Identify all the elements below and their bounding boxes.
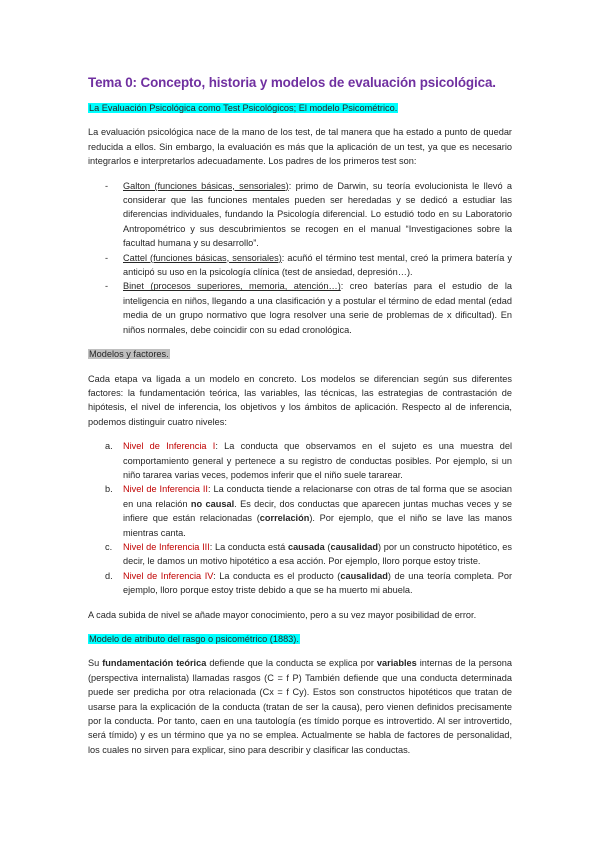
pioneers-list — [88, 179, 512, 337]
level-text: ). Por ejemplo, que el niño se lave las manos mientras canta. — [123, 513, 512, 538]
section-heading-text: Modelo de atributo del rasgo o psicométrico (1883). — [89, 634, 299, 644]
paragraph-text-bold: variables — [376, 658, 417, 669]
list-marker: d. — [105, 570, 113, 581]
level-label: Nivel de Inferencia II — [123, 484, 208, 495]
level-text-bold: no causal — [190, 498, 235, 509]
section-heading-text: Modelos y factores. — [89, 349, 169, 360]
paragraph-text: internas de la persona (perspectiva internalista) llamadas rasgos (C = f P) También defiende que una conducta determinada puede ser predicha por otra relacionada (Cx = f Cy). Estos son constructos hipotéticos que tratan de usarse para la explicación de la conducta (tratan de ser la causa), pero vienen definidos precisamente por la conducta. Por tanto, caen en una tautología (es tímido porque es introvertido. Al ser introvertido, será tímido) y es un término que ya no se emplea. Actualmente se habla de factores de personalidad, los cuales no sirven para explicar, sino para describir y clasificar las conductas. — [88, 658, 512, 755]
page-title: Tema 0: Concepto, historia y modelos de evaluación psicológica. — [88, 75, 496, 90]
paragraph-trait-model — [88, 656, 512, 757]
list-item — [88, 439, 512, 482]
level-text: . Es decir, dos conductas que aparecen juntas muchas veces y se infiere que están relacionadas ( — [123, 498, 512, 524]
list-item — [88, 179, 512, 251]
section-heading-trait-model — [88, 632, 512, 646]
level-label: Nivel de Inferencia I — [123, 441, 216, 452]
level-text: : La conducta que observamos en el sujeto es una muestra del comportamiento general y pertenece a su registro de conductas posibles. Por ejemplo, si un niño tararea varias veces, podemos inferir que el niño suele tararear. — [123, 441, 512, 480]
pioneer-text: : acuñó el término test mental, creó la primera batería y anticipó su uso en la psicología clínica (test de ansiedad, depresión…). — [123, 252, 512, 278]
pioneer-name: Binet (procesos superiores, memoria, atención…) — [123, 281, 341, 292]
paragraph-text-bold: fundamentación teórica — [102, 658, 207, 669]
paragraph-text: Su — [88, 658, 103, 669]
level-text: ( — [324, 541, 331, 552]
inference-levels-list — [88, 439, 512, 597]
list-item — [88, 482, 512, 540]
section-heading-models — [88, 347, 512, 361]
section-heading-text: La Evaluación Psicológica como Test Psicológicos; El modelo Psicométrico. — [89, 103, 398, 113]
list-item — [88, 569, 512, 598]
section-heading-psychometric — [88, 101, 512, 115]
list-marker: c. — [105, 541, 113, 552]
pioneer-name: Cattel (funciones básicas, sensoriales) — [123, 252, 282, 263]
paragraph-closing: A cada subida de nivel se añade mayor conocimiento, pero a su vez mayor posibilidad de error. — [88, 609, 477, 620]
level-text: : La conducta tiende a relacionarse con otras de tal forma que se asocian en una relación — [123, 484, 512, 509]
list-marker: a. — [105, 441, 113, 452]
paragraph-intro: La evaluación psicológica nace de la mano de los test, de tal manera que ha estado a punto de quedar reducida a ellos. Sin embargo, la evaluación es más que la aplicación de un test, ya que es necesario integrarlos e interpretarlos adecuadamente. Los padres de los primeros test son: — [88, 127, 512, 167]
level-label: Nivel de Inferencia III — [123, 541, 210, 552]
paragraph-models-intro: Cada etapa va ligada a un modelo en concreto. Los modelos se diferencian según sus diferentes factores: la fundamentación teórica, las variables, las técnicas, las estrategias de contrastación de hipótesis, el nivel de inferencia, los objetivos y los ámbitos de aplicación. Respecto al de inferencia, podemos distinguir cuatro niveles: — [88, 373, 512, 427]
level-text-bold: causalidad — [330, 541, 378, 552]
pioneer-name: Galton (funciones básicas, sensoriales) — [123, 180, 289, 191]
list-item — [88, 251, 512, 280]
paragraph-text: defiende que la conducta se explica por — [206, 658, 377, 669]
level-text-bold: causada — [287, 541, 325, 552]
pioneer-text: : creo baterías para el estudio de la inteligencia en niños, llegando a una clasificación y a postular el término de edad mental (edad media de un grupo normativo que logra resolver una serie de problemas de x dificultad). En niños normales, debe coincidir con su edad cronológica. — [123, 281, 512, 335]
list-marker: b. — [105, 484, 113, 495]
level-label: Nivel de Inferencia IV — [123, 570, 214, 581]
list-item — [88, 279, 512, 337]
level-text: ) de una teoría completa. Por ejemplo, lloro porque estoy triste debido a que se ha muerto mi abuela. — [123, 570, 512, 596]
level-text: ) por un constructo hipotético, es decir, le damos un motivo hipotético a esa acción. Por ejemplo, lloro porque estoy triste. — [123, 541, 512, 567]
pioneer-text: : primo de Darwin, su teoría evolucionista le llevó a considerar que las funciones mentales pueden ser heredadas y se dedicó a estudiar las diferencias individuales, fundando la Psicología diferencial. Lo estudió todo en su Laboratorio Antropométrico y sus descubrimientos se recogen en el manual “Investigaciones sobre la facultad humana y su desarrollo”. — [123, 180, 512, 249]
level-text-bold: causalidad — [340, 570, 388, 581]
list-item — [88, 540, 512, 569]
level-text: : La conducta está — [209, 541, 288, 552]
level-text-bold: correlación — [259, 513, 310, 524]
level-text: : La conducta es el producto ( — [213, 570, 341, 581]
